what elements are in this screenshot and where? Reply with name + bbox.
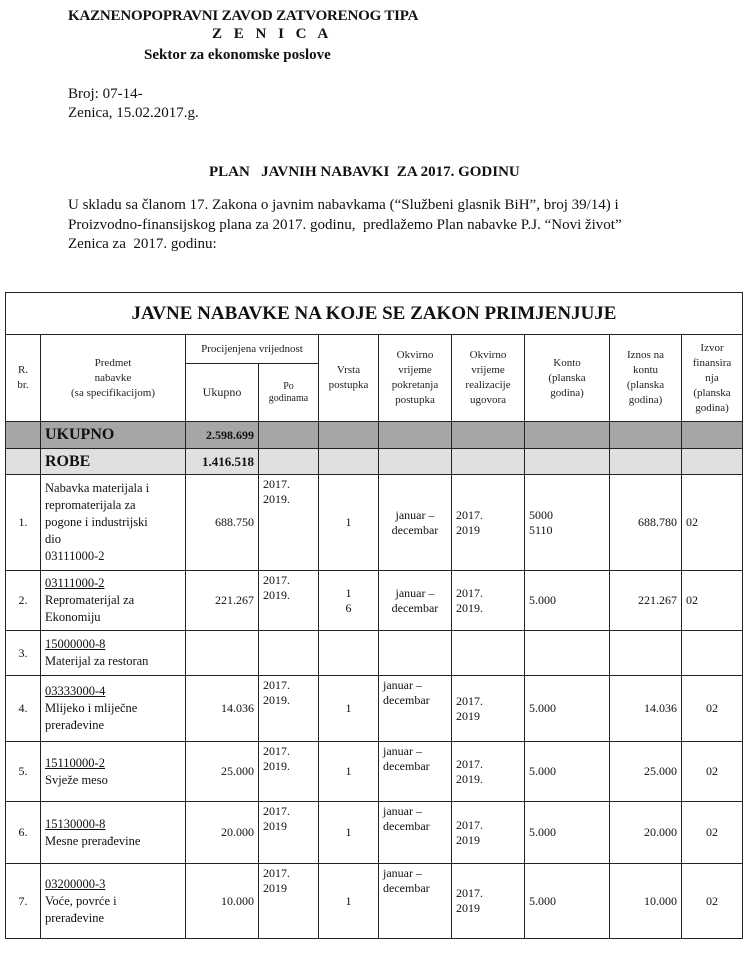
cell-line: 2017. <box>456 886 483 900</box>
cell-value: 6. <box>18 825 28 839</box>
cell-iznos <box>610 571 682 631</box>
summary-row-robe <box>6 449 743 475</box>
cell-izvor <box>682 571 743 631</box>
cell-ukupno <box>186 802 259 864</box>
cpv-code: 15130000-8 <box>45 816 106 831</box>
cell-value: 02 <box>706 825 719 839</box>
cell-izvor <box>682 802 743 864</box>
cpv-code: 03111000-2 <box>45 576 105 590</box>
header-line: vrijeme <box>398 364 432 376</box>
table-row <box>6 864 743 939</box>
header-line: Okvirno <box>396 349 434 361</box>
cell-line: 2019. <box>263 759 290 773</box>
header-line: vrijeme <box>471 364 505 376</box>
cell-line: decembar <box>383 759 430 773</box>
table-title: JAVNE NABAVKE NA KOJE SE ZAKON PRIMJENJUJE <box>6 293 743 335</box>
header-line: Okvirno <box>469 349 507 361</box>
cell-vrsta <box>319 631 379 676</box>
cell-line: prerađevine <box>45 910 104 925</box>
cell-value: 10.000 <box>221 893 254 908</box>
cell-ukupno <box>186 676 259 742</box>
cell-line: 2017. <box>456 756 483 771</box>
cell-value: 14.036 <box>644 701 677 715</box>
cell-rbr <box>6 676 41 742</box>
cell-line: 2019. <box>263 588 290 602</box>
cell-iznos <box>610 631 682 676</box>
cell-line: 2017. <box>456 507 483 522</box>
cell-predmet <box>41 864 186 939</box>
document-title: PLAN JAVNIH NABAVKI ZA 2017. GODINU <box>209 164 520 180</box>
cell-value: 688.780 <box>638 515 677 529</box>
cell-ukupno <box>186 631 259 676</box>
cell-line: Mesne prerađevine <box>45 833 141 848</box>
cell-izvor <box>682 864 743 939</box>
cell-line: decembar <box>391 522 439 537</box>
cell-line: 2017. <box>456 817 483 832</box>
document-date: Zenica, 15.02.2017.g. <box>68 105 199 121</box>
cell-izvor <box>682 631 743 676</box>
cell-line: 2019 <box>263 881 287 895</box>
cell-ukupno <box>186 571 259 631</box>
cell-line: 2017. <box>263 573 290 587</box>
cell-value: 5. <box>18 764 28 778</box>
table-row <box>6 571 743 631</box>
cell-iznos <box>610 802 682 864</box>
cell-line: 1 <box>345 825 352 839</box>
cell-ukupno <box>186 475 259 571</box>
cell-line: 1 <box>345 585 352 600</box>
cell-pokretanje <box>379 475 452 571</box>
header-line: Po <box>283 380 294 392</box>
cell-pokretanje <box>379 864 452 939</box>
cell-value: 1. <box>18 515 28 529</box>
procurement-table <box>5 292 743 939</box>
cell-line: 2019. <box>456 771 483 786</box>
cell-iznos <box>610 742 682 802</box>
cell-line: Mlijeko i mliječne <box>45 701 138 715</box>
cell-predmet <box>41 742 186 802</box>
cell-rbr <box>6 631 41 676</box>
cell-value: 10.000 <box>644 893 677 908</box>
cell-realizacija <box>452 631 525 676</box>
cell-line: Voće, povrće i <box>45 893 117 908</box>
table-row <box>6 631 743 676</box>
table-row <box>6 802 743 864</box>
cell-value: 7. <box>18 893 28 908</box>
cell-predmet <box>41 475 186 571</box>
cell-line: prerađevine <box>45 718 104 732</box>
header-iznos <box>610 335 682 422</box>
header-konto <box>525 335 610 422</box>
cell-line: 2019. <box>263 492 290 506</box>
header-line: godina) <box>550 386 584 399</box>
cell-line: januar – <box>383 678 422 692</box>
header-izvor <box>682 335 743 422</box>
cell-konto <box>525 676 610 742</box>
summary-row-ukupno <box>6 422 743 449</box>
cell-realizacija <box>452 864 525 939</box>
cell-line: januar – <box>383 804 422 818</box>
cell-value: 25.000 <box>221 764 254 778</box>
table-row <box>6 676 743 742</box>
cell-line: repromaterijala za <box>45 498 136 512</box>
cell-line: 5.000 <box>529 593 556 607</box>
cell-vrsta <box>319 802 379 864</box>
cell-line: 2017. <box>456 585 483 600</box>
header-line: R. <box>17 364 29 376</box>
cell-pokretanje <box>379 802 452 864</box>
summary-label: UKUPNO <box>41 422 186 449</box>
header-line: Vrsta <box>336 364 361 376</box>
cell-line: decembar <box>383 819 430 833</box>
header-line: godina) <box>628 394 663 406</box>
cell-line: 03111000-2 <box>45 549 105 563</box>
cell-realizacija <box>452 571 525 631</box>
cell-po-godinama <box>259 742 319 802</box>
cell-realizacija <box>452 742 525 802</box>
cell-line: 2019 <box>456 901 480 915</box>
cell-line: decembar <box>391 600 439 615</box>
cell-line: 2019 <box>456 708 480 723</box>
cell-line: 2017. <box>263 744 290 758</box>
org-sector: Sektor za ekonomske poslove <box>144 47 331 63</box>
cell-line: 2019 <box>456 832 480 847</box>
cell-value: 02 <box>706 701 719 715</box>
header-line: (planska <box>693 386 731 399</box>
cell-line: 2019. <box>456 600 483 615</box>
cell-value: 3. <box>18 645 28 660</box>
cell-po-godinama <box>259 475 319 571</box>
cell-konto <box>525 742 610 802</box>
cell-value: 14.036 <box>221 701 254 715</box>
cell-line: 2017. <box>263 678 290 692</box>
cell-line: 2017. <box>456 693 483 708</box>
cell-line: 2017. <box>263 804 290 818</box>
cell-line: 1 <box>345 893 352 908</box>
cell-line: 6 <box>345 600 352 615</box>
header-po-godinama <box>259 364 319 422</box>
cell-konto <box>525 864 610 939</box>
cell-value: 25.000 <box>644 764 677 778</box>
cell-predmet <box>41 802 186 864</box>
cell-predmet <box>41 631 186 676</box>
cell-realizacija <box>452 676 525 742</box>
cell-line: 1 <box>345 701 352 715</box>
cell-iznos <box>610 864 682 939</box>
header-line: (sa specifikacijom) <box>71 386 155 399</box>
cpv-code: 03333000-4 <box>45 684 106 698</box>
cell-po-godinama <box>259 802 319 864</box>
cpv-code: 15000000-8 <box>45 637 106 651</box>
cell-realizacija <box>452 475 525 571</box>
cpv-code: 15110000-2 <box>45 755 105 770</box>
cell-rbr <box>6 802 41 864</box>
cell-po-godinama <box>259 676 319 742</box>
cell-iznos <box>610 676 682 742</box>
header-line: (planska <box>626 379 665 391</box>
cell-izvor <box>682 742 743 802</box>
header-pokretanje <box>379 335 452 422</box>
header-line: postupka <box>328 379 369 391</box>
document-number: Broj: 07-14- <box>68 86 143 102</box>
cell-value: 688.750 <box>215 515 254 529</box>
header-line: finansira <box>692 356 732 369</box>
cell-po-godinama <box>259 571 319 631</box>
cell-value: 02 <box>686 593 698 607</box>
cell-line: 5110 <box>529 522 553 537</box>
summary-value: 2.598.699 <box>186 422 259 449</box>
cell-line: januar – <box>383 744 422 758</box>
cell-vrsta <box>319 475 379 571</box>
cell-rbr <box>6 475 41 571</box>
cell-value: 20.000 <box>221 825 254 839</box>
cell-predmet <box>41 676 186 742</box>
summary-value: 1.416.518 <box>186 449 259 475</box>
cell-value: 221.267 <box>638 593 677 607</box>
header-line: br. <box>17 379 29 391</box>
header-line: godinama <box>268 392 309 404</box>
cell-value: 2. <box>18 593 28 607</box>
header-rbr <box>6 335 41 422</box>
cell-line: 1 <box>345 515 352 529</box>
header-line: godina) <box>695 401 729 414</box>
cell-konto <box>525 475 610 571</box>
header-line: Konto <box>553 356 581 369</box>
cell-line: Materijal za restoran <box>45 654 149 668</box>
org-city: Z E N I C A <box>212 26 333 42</box>
cell-line: Repromaterijal za <box>45 593 135 607</box>
cell-vrsta <box>319 571 379 631</box>
header-line: (planska <box>548 371 586 384</box>
cell-pokretanje <box>379 571 452 631</box>
cell-line: 5.000 <box>529 893 556 908</box>
intro-line: U skladu sa članom 17. Zakona o javnim nabavkama (“Službeni glasnik BiH”, broj 39/14) i <box>68 197 619 213</box>
cell-konto <box>525 571 610 631</box>
cell-line: januar – <box>395 585 435 600</box>
cpv-code: 03200000-3 <box>45 876 106 891</box>
cell-line: decembar <box>383 881 430 895</box>
cell-line: Svježe meso <box>45 772 108 787</box>
table-row <box>6 742 743 802</box>
cell-rbr <box>6 742 41 802</box>
cell-value: 02 <box>706 764 719 778</box>
cell-iznos <box>610 475 682 571</box>
cell-line: 2019 <box>263 819 287 833</box>
intro-paragraph <box>68 196 748 255</box>
header-vrsta <box>319 335 379 422</box>
cell-line: januar – <box>383 866 422 880</box>
cell-line: decembar <box>383 693 430 707</box>
header-predmet <box>41 335 186 422</box>
org-name: KAZNENOPOPRAVNI ZAVOD ZATVORENOG TIPA <box>68 8 419 24</box>
cell-line: 5.000 <box>529 701 556 715</box>
cell-konto <box>525 631 610 676</box>
cell-realizacija <box>452 802 525 864</box>
cell-pokretanje <box>379 742 452 802</box>
cell-pokretanje <box>379 631 452 676</box>
cell-line: 5.000 <box>529 825 556 839</box>
cell-line: 5.000 <box>529 764 556 778</box>
cell-vrsta <box>319 742 379 802</box>
cell-ukupno <box>186 864 259 939</box>
intro-line: Proizvodno-finansijskog plana za 2017. godinu, predlažemo Plan nabavke P.J. “Novi život” <box>68 216 622 233</box>
cell-value: 4. <box>18 701 28 715</box>
cell-konto <box>525 802 610 864</box>
cell-line: 2019 <box>456 522 480 537</box>
cell-izvor <box>682 676 743 742</box>
header-procijenjena: Procijenjena vrijednost <box>186 335 319 364</box>
cell-value: 02 <box>706 893 719 908</box>
header-line: Iznos na <box>627 349 664 361</box>
cell-line: 5000 <box>529 507 553 522</box>
cell-value: 02 <box>686 515 698 529</box>
header-line: Predmet <box>94 356 132 369</box>
cell-po-godinama <box>259 631 319 676</box>
cell-vrsta <box>319 676 379 742</box>
cell-line: 1 <box>345 764 352 778</box>
header-realizacija <box>452 335 525 422</box>
intro-line: Zenica za 2017. godinu: <box>68 236 217 252</box>
header-line: pokretanja <box>391 379 439 391</box>
cell-value: 20.000 <box>644 825 677 839</box>
header-ukupno: Ukupno <box>186 364 259 422</box>
cell-rbr <box>6 571 41 631</box>
header-line: postupka <box>395 394 435 406</box>
cell-line: 2019. <box>263 693 290 707</box>
cell-rbr <box>6 864 41 939</box>
cell-ukupno <box>186 742 259 802</box>
header-line: ugovora <box>469 394 507 406</box>
cell-line: 2017. <box>263 866 290 880</box>
cell-value: 221.267 <box>215 593 254 607</box>
cell-vrsta <box>319 864 379 939</box>
cell-line: Nabavka materijala i <box>45 481 150 495</box>
summary-label: ROBE <box>41 449 186 475</box>
header-line: nabavke <box>94 371 132 384</box>
header-line: Izvor <box>700 341 724 354</box>
header-line: kontu <box>632 364 659 376</box>
cell-po-godinama <box>259 864 319 939</box>
cell-line: pogone i industrijski <box>45 515 148 529</box>
cell-line: dio <box>45 532 61 546</box>
cell-izvor <box>682 475 743 571</box>
cell-line: 2017. <box>263 477 290 491</box>
cell-predmet <box>41 571 186 631</box>
header-line: realizacije <box>465 379 511 391</box>
cell-pokretanje <box>379 676 452 742</box>
cell-line: januar – <box>395 507 435 522</box>
cell-line: Ekonomiju <box>45 610 101 624</box>
header-line: nja <box>705 371 719 384</box>
table-row <box>6 475 743 571</box>
